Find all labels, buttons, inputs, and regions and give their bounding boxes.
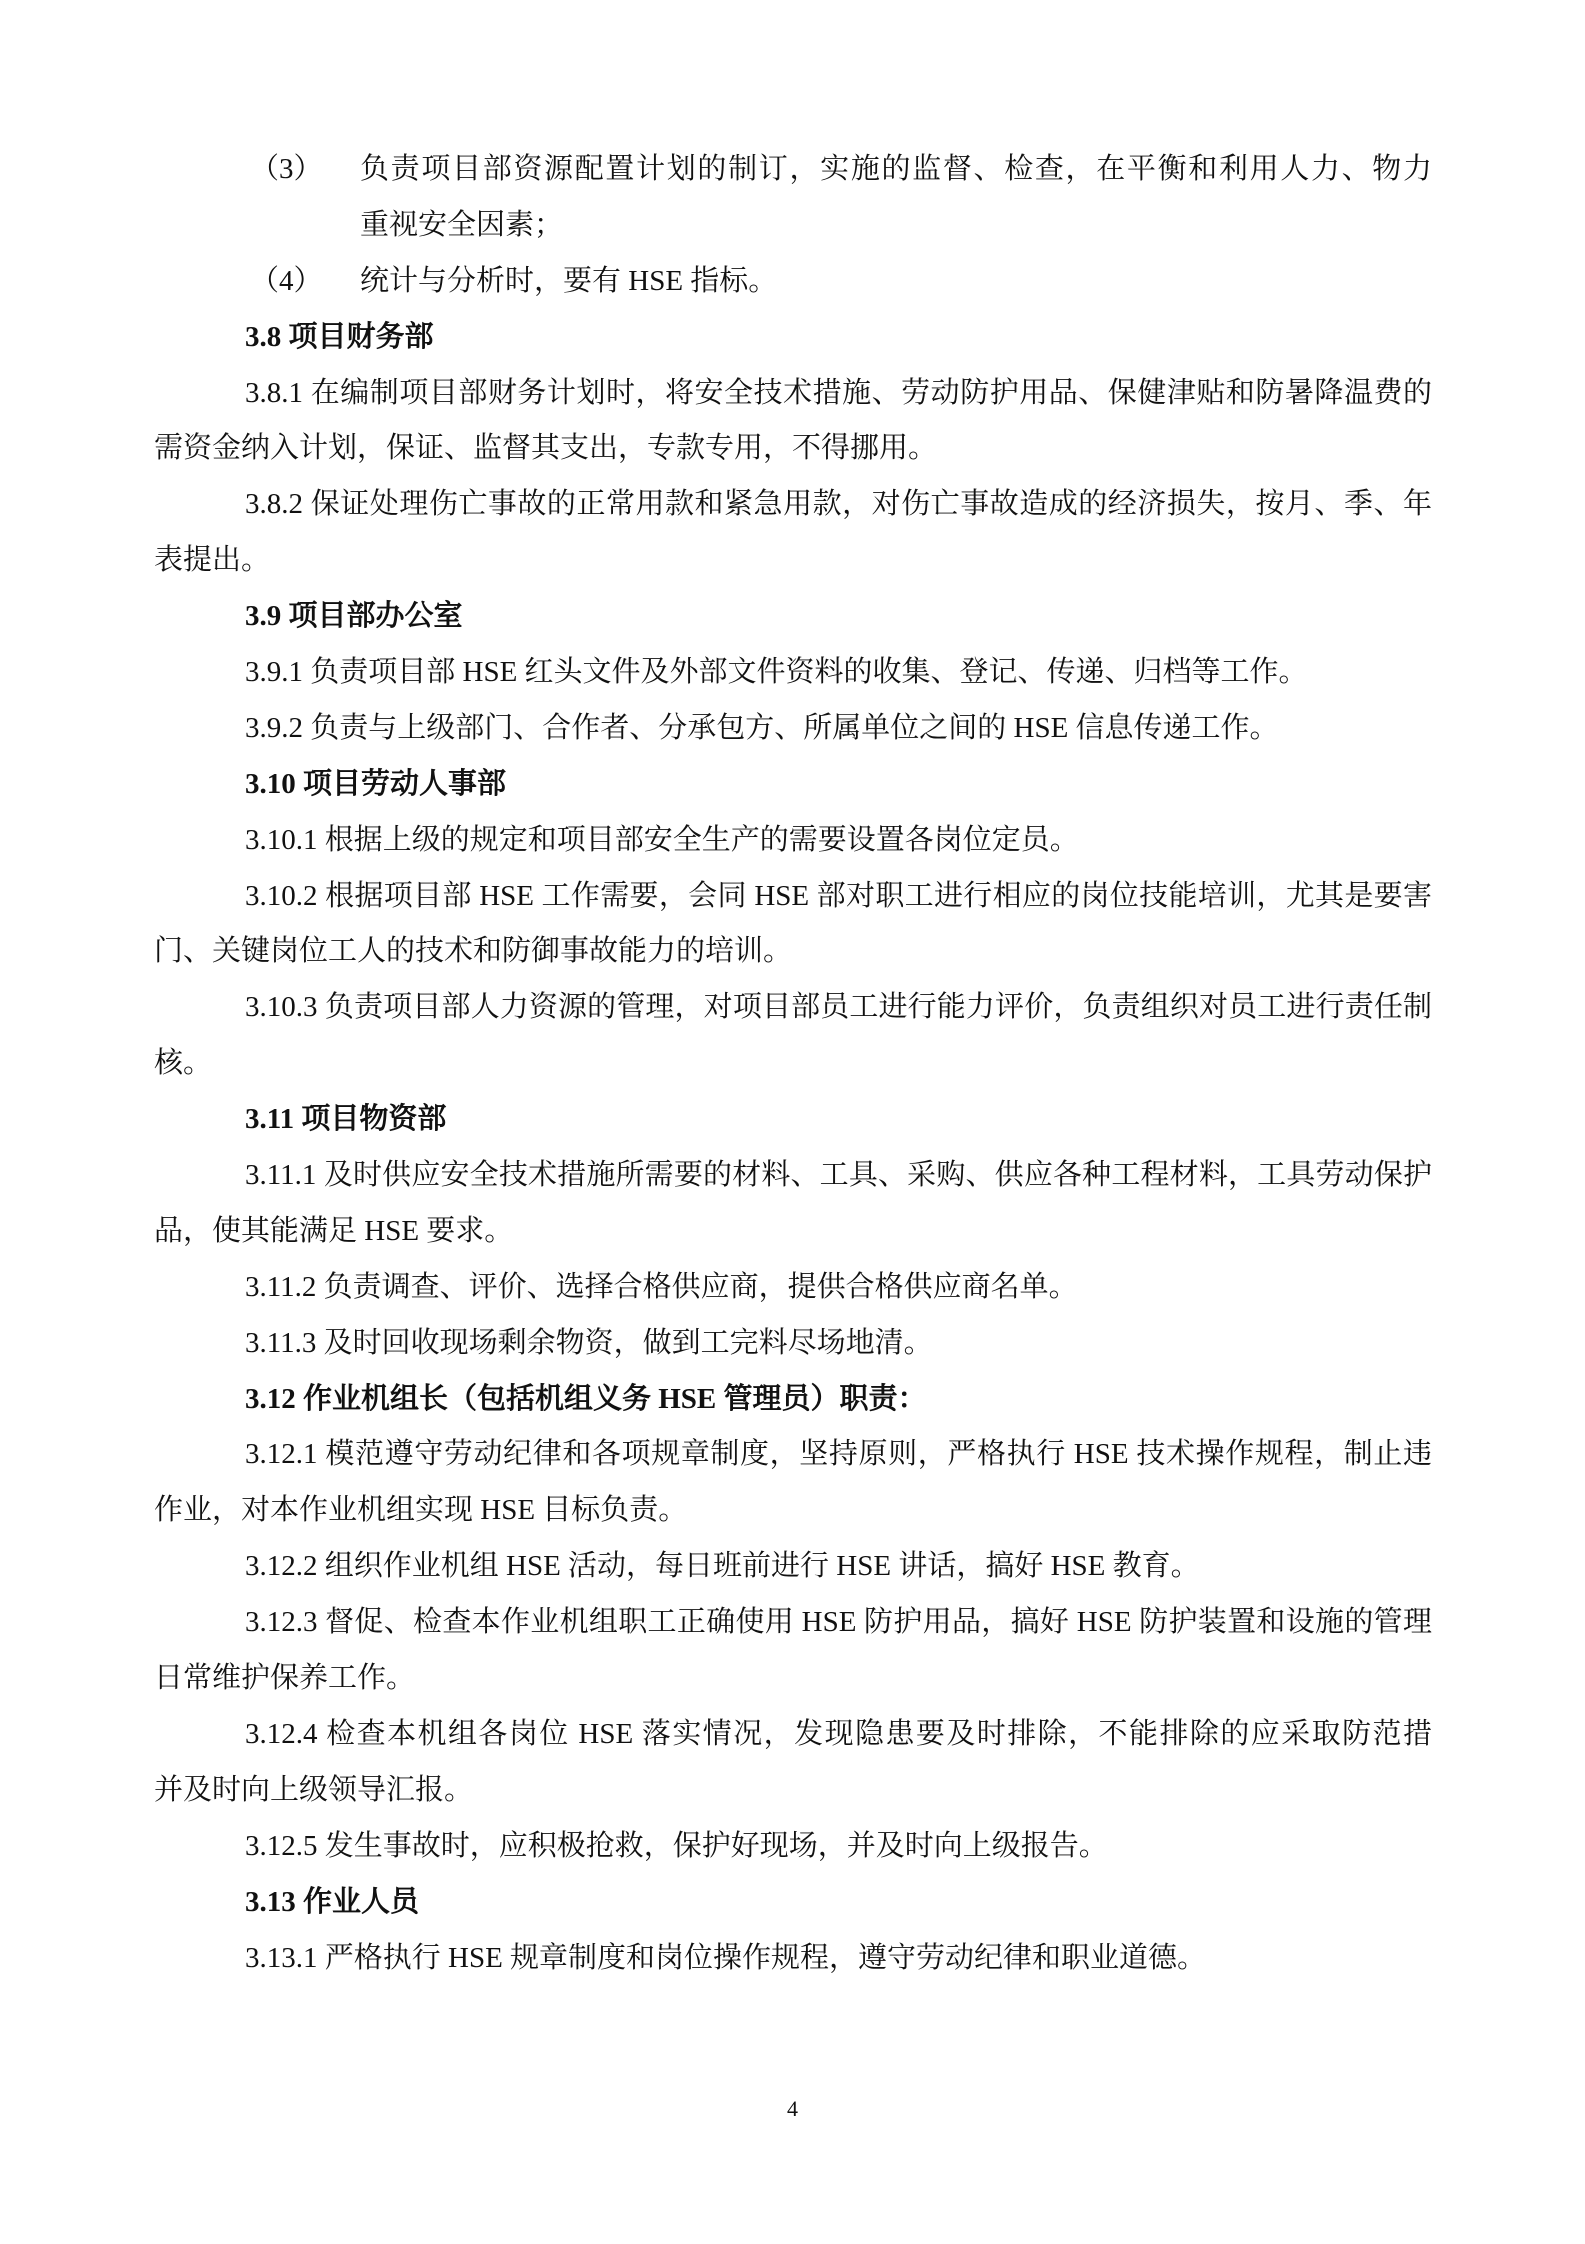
text-line: 门、关键岗位工人的技术和防御事故能力的培训。 [154,935,793,968]
heading-text: 3.12 作业机组长（包括机组义务 HSE 管理员）职责： [245,1382,927,1415]
text-line: 并及时向上级领导汇报。 [154,1773,474,1806]
text-line: 3.13.1 严格执行 HSE 规章制度和岗位操作规程，遵守劳动纪律和职业道德。 [245,1941,1207,1974]
text-line: 3.12.4 检查本机组各岗位 HSE 落实情况，发现隐患要及时排除，不能排除的应采取防范措 [245,1717,1432,1750]
text-line: 3.12.3 督促、检查本作业机组职工正确使用 HSE 防护用品，搞好 HSE 防护装置和设施的管理 [245,1606,1432,1639]
section-heading [0,1092,1585,1148]
section-heading [0,757,1585,813]
list-item-label: （3） [250,153,323,185]
paragraph-line [0,924,1585,980]
list-item [0,254,1585,310]
document-body [0,142,1585,1986]
paragraph-line [0,366,1585,422]
paragraph-line [0,1819,1585,1875]
paragraph-line [0,1427,1585,1483]
list-item-label: （4） [250,264,323,297]
heading-text: 3.9 项目部办公室 [245,600,463,633]
section-heading [0,1372,1585,1428]
text-line: 3.10.1 根据上级的规定和项目部安全生产的需要设置各岗位定员。 [245,823,1079,856]
text-line: 3.11.1 及时供应安全技术措施所需要的材料、工具、采购、供应各种工程材料，工具劳动保护 [245,1159,1432,1192]
heading-text: 3.11 项目物资部 [245,1103,447,1136]
list-item [0,142,1585,198]
text-line: 3.11.2 负责调查、评价、选择合格供应商，提供合格供应商名单。 [245,1270,1078,1303]
paragraph-line [0,1260,1585,1316]
page-number: 4 [787,2096,798,2121]
text-line: 3.12.2 组织作业机组 HSE 活动，每日班前进行 HSE 讲话，搞好 HSE 教育。 [245,1550,1200,1583]
text-line: 3.11.3 及时回收现场剩余物资，做到工完料尽场地清。 [245,1326,933,1359]
text-line: 统计与分析时，要有 HSE 指标。 [360,264,778,297]
text-line: 核。 [154,1047,213,1080]
text-line: 表提出。 [154,544,271,577]
text-line: 3.10.2 根据项目部 HSE 工作需要，会同 HSE 部对职工进行相应的岗位技能培训，尤其是要害 [245,879,1432,912]
paragraph-line [0,1763,1585,1819]
list-item-continuation [0,198,1585,254]
paragraph-line [0,1148,1585,1204]
paragraph-line [0,1036,1585,1092]
paragraph-line [0,645,1585,701]
paragraph-line [0,477,1585,533]
paragraph-line [0,1931,1585,1987]
text-line: 3.9.1 负责项目部 HSE 红头文件及外部文件资料的收集、登记、传递、归档等工作。 [245,656,1308,689]
paragraph-line [0,869,1585,925]
paragraph-line [0,1483,1585,1539]
section-heading [0,310,1585,366]
paragraph-line [0,1316,1585,1372]
paragraph-line [0,421,1585,477]
text-line: 3.12.5 发生事故时，应积极抢救，保护好现场，并及时向上级报告。 [245,1829,1108,1862]
paragraph-line [0,1595,1585,1651]
text-line: 3.8.1 在编制项目部财务计划时，将安全技术措施、劳动防护用品、保健津贴和防暑降温费的 [245,376,1432,409]
text-line: 作业，对本作业机组实现 HSE 目标负责。 [154,1494,688,1527]
paragraph-line [0,980,1585,1036]
text-line: 负责项目部资源配置计划的制订，实施的监督、检查，在平衡和利用人力、物力 [360,153,1432,185]
paragraph-line [0,1651,1585,1707]
heading-text: 3.10 项目劳动人事部 [245,767,507,800]
text-line: 3.12.1 模范遵守劳动纪律和各项规章制度，坚持原则，严格执行 HSE 技术操作规程，制止违 [245,1438,1432,1471]
section-heading [0,1875,1585,1931]
paragraph-line [0,1204,1585,1260]
paragraph-line [0,1707,1585,1763]
paragraph-line [0,1539,1585,1595]
text-line: 日常维护保养工作。 [154,1662,416,1695]
text-line: 3.10.3 负责项目部人力资源的管理，对项目部员工进行能力评价，负责组织对员工进行责任制 [245,991,1432,1024]
paragraph-line [0,533,1585,589]
text-line: 品，使其能满足 HSE 要求。 [154,1214,514,1247]
text-line: 需资金纳入计划，保证、监督其支出，专款专用，不得挪用。 [154,432,938,465]
paragraph-line [0,701,1585,757]
heading-text: 3.13 作业人员 [245,1885,420,1918]
section-heading [0,589,1585,645]
heading-text: 3.8 项目财务部 [245,320,434,353]
text-line: 重视安全因素； [360,208,564,241]
text-line: 3.8.2 保证处理伤亡事故的正常用款和紧急用款，对伤亡事故造成的经济损失，按月、季、年 [245,488,1432,521]
paragraph-line [0,813,1585,869]
text-line: 3.9.2 负责与上级部门、合作者、分承包方、所属单位之间的 HSE 信息传递工作。 [245,711,1279,744]
